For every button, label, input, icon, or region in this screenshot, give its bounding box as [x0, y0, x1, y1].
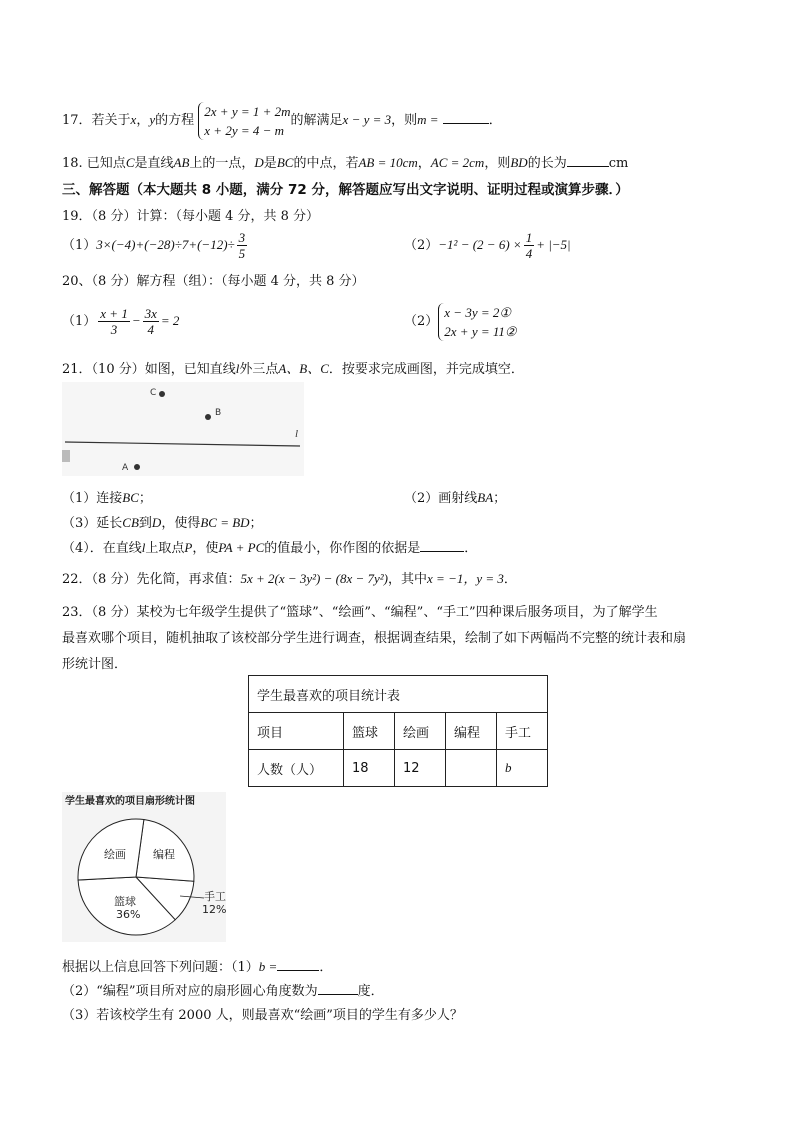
section-3-heading: 三、解答题（本大题共 8 小题，满分 72 分，解答题应写出文字说明、证明过程或演算步骤．） — [62, 182, 629, 198]
q21-s4-text-b: 上取点 — [145, 541, 185, 556]
header-cell: 手工 — [497, 713, 548, 750]
q20-f1-num: x + 1 — [100, 306, 128, 321]
q17-var-y: y — [149, 112, 156, 127]
q18-unit: cm — [608, 156, 629, 171]
q21-step-4 — [62, 537, 477, 556]
q19-p2-label: （2） — [404, 238, 439, 253]
q17-var-x: x — [130, 112, 137, 127]
q17-answer-blank[interactable] — [443, 111, 489, 124]
line-l-label: l — [295, 428, 299, 440]
q21-s2-math: BA — [477, 490, 494, 505]
q20-f2-num: 3x — [144, 306, 157, 321]
q20-fraction-1 — [98, 306, 130, 337]
q17-then: ，则 — [391, 113, 418, 128]
q21-s4-l: l — [141, 540, 146, 555]
q21-title-a: 21．（10 分）如图，已知直线 — [62, 362, 236, 377]
stat-table — [248, 675, 548, 787]
q20-eq1: x − 3y = 2① — [444, 304, 512, 320]
q17-eq2: x + 2y = 4 − m — [204, 122, 285, 138]
q18-text-e: 的中点，若 — [293, 156, 359, 171]
data-cell: 人数（人） — [249, 750, 344, 787]
q23-ask-2 — [62, 980, 384, 999]
q17-sep: ， — [136, 113, 150, 128]
q18-text-h: 的长为 — [527, 156, 567, 171]
q17-cond-pre: 的解满足 — [290, 113, 343, 128]
q21-step-2 — [404, 487, 506, 506]
data-cell — [446, 750, 497, 787]
q21-s3-math1: CB — [122, 515, 139, 530]
q18-answer-blank[interactable] — [567, 154, 609, 167]
q21-s1-text: （1）连接 — [62, 491, 123, 506]
figure-background — [62, 382, 304, 476]
q18-text-d: 是 — [263, 156, 277, 171]
q22-text-b: ，其中 — [388, 572, 428, 587]
q17-condition: x − y = 3 — [342, 112, 392, 127]
q23-line-1: 23．（8 分）某校为七年级学生提供了“篮球”、“绘画”、“编程”、“手工”四种课后服务项目，为了解学生 — [62, 605, 658, 620]
q23-ask-end: ． — [319, 960, 333, 975]
data-cell: 18 — [344, 750, 395, 787]
header-cell: 绘画 — [395, 713, 446, 750]
q20-part-1 — [62, 303, 179, 340]
q21-title — [62, 358, 524, 377]
q21-s4-text: （4）．在直线 — [62, 541, 142, 556]
q21-s4-math: PA + PC — [218, 540, 265, 555]
pie-percent-basketball: 36% — [116, 908, 141, 921]
q18-line-ab: AB — [173, 155, 190, 170]
q18-seg-bd: BD — [510, 155, 528, 170]
pie-label-programming: 编程 — [153, 848, 175, 861]
q21-answer-blank[interactable] — [420, 539, 464, 552]
q18-text-c: 上的一点， — [189, 156, 255, 171]
header-cell: 篮球 — [344, 713, 395, 750]
q20-minus: − — [131, 313, 141, 328]
q20-part-2 — [404, 302, 517, 342]
q20-f1-den: 3 — [110, 322, 118, 337]
q21-s3-text-c: ，使得 — [161, 516, 201, 531]
q23-b-blank[interactable] — [277, 958, 319, 971]
q21-step-1 — [62, 487, 152, 506]
q18-point-d: D — [254, 155, 264, 170]
point-c-label: C — [150, 388, 157, 398]
point-c — [159, 391, 165, 397]
q19-part-1 — [62, 228, 249, 263]
q21-line-l: l — [235, 361, 240, 376]
q23-line-3: 形统计图． — [62, 657, 128, 672]
q17-m-eq: m = — [417, 112, 439, 127]
q19-p2-expr-b: + |−5| — [536, 237, 571, 252]
stat-table-header-row — [249, 713, 548, 750]
q21-step-3 — [62, 512, 263, 531]
q22 — [62, 568, 517, 587]
q22-end: ． — [503, 572, 517, 587]
q17-text-prefix: 17．若关于 — [62, 113, 131, 128]
q21-s1-end: ； — [138, 491, 152, 506]
header-cell: 项目 — [249, 713, 344, 750]
q17-eq1: 2x + y = 1 + 2m — [204, 103, 291, 119]
q17-equation-system — [198, 102, 290, 140]
q21-s3-text: （3）延长 — [62, 516, 123, 531]
q19-p1-fraction — [237, 230, 248, 261]
q23-ask-text: 根据以上信息回答下列问题：（1） — [62, 960, 259, 975]
q21-s3-math2: D — [151, 515, 162, 530]
header-cell: 编程 — [446, 713, 497, 750]
q17 — [62, 100, 502, 140]
q19-p2-expr-a: −1² − (2 − 6) × — [438, 237, 522, 252]
q21-s3-text-b: 到 — [138, 516, 152, 531]
q21-s1-math: BC — [122, 490, 139, 505]
q19-title: 19．（8 分）计算：（每小题 4 分，共 8 分） — [62, 209, 320, 224]
q22-text-a: 22．（8 分）先化简，再求值： — [62, 572, 241, 587]
point-b — [205, 414, 211, 420]
q20-p1-label: （1） — [62, 314, 97, 329]
q21-s4-p: P — [184, 540, 193, 555]
q18-ab-eq: AB = 10cm — [358, 155, 418, 170]
q18 — [62, 154, 628, 173]
stat-table-title-row — [249, 676, 548, 713]
q19-p2-fraction — [524, 230, 535, 261]
q21-title-c: ．按要求完成画图，并完成填空． — [328, 362, 524, 377]
q22-expression: 5x + 2(x − 3y²) − (8x − 7y²) — [240, 571, 389, 586]
pie-title: 学生最喜欢的项目扇形统计图 — [65, 796, 195, 807]
q21-s4-end: ． — [464, 541, 478, 556]
q18-seg-bc: BC — [276, 155, 294, 170]
q18-text-a: 18. 已知点 — [62, 156, 126, 171]
q18-text-g: ，则 — [484, 156, 511, 171]
q19-part-2 — [404, 228, 571, 263]
point-a-label: A — [122, 463, 129, 473]
q19-p1-den: 5 — [238, 246, 246, 261]
q23-line-2: 最喜欢哪个项目，随机抽取了该校部分学生进行调查，根据调查结果，绘制了如下两幅尚不完整的统计表和扇 — [62, 631, 687, 646]
q23-q2-end: 度． — [357, 984, 384, 999]
q23-ask-b: b = — [258, 959, 278, 974]
q18-text-b: 是直线 — [134, 156, 174, 171]
q21-s4-text-c: ，使 — [192, 541, 219, 556]
blurred-mark — [62, 450, 70, 462]
q23-angle-blank[interactable] — [318, 982, 358, 995]
q20-title: 20、（8 分）解方程（组）：（每小题 4 分，共 8 分） — [62, 274, 365, 289]
q17-text-mid: 的方程 — [155, 113, 195, 128]
pie-label-basketball: 篮球 — [114, 895, 136, 908]
q20-rhs: = 2 — [160, 313, 180, 328]
pie-chart — [62, 792, 226, 942]
q22-condition: x = −1，y = 3 — [427, 571, 504, 586]
data-cell: 12 — [395, 750, 446, 787]
point-a — [134, 464, 140, 470]
q23-ask-3: （3）若该校学生有 2000 人，则最喜欢“绘画”项目的学生有多少人？ — [62, 1008, 463, 1023]
q17-end: ． — [488, 113, 502, 128]
q21-s2-end: ； — [493, 491, 507, 506]
q19-p1-num: 3 — [238, 230, 246, 245]
q21-s3-math3: BC = BD — [200, 515, 250, 530]
q19-p2-den: 4 — [525, 246, 533, 261]
q19-p1-expr: 3×(−4)+(−28)÷7+(−12)÷ — [96, 237, 235, 252]
q23-ask-1 — [62, 956, 332, 975]
stat-table-title: 学生最喜欢的项目统计表 — [249, 676, 548, 713]
q18-ac-eq: AC = 2cm — [430, 155, 485, 170]
point-b-label: B — [215, 408, 222, 418]
q18-point-c: C — [125, 155, 135, 170]
q21-points: A、B、C — [278, 361, 329, 376]
q21-s4-text-d: 的值最小，你作图的依据是 — [264, 541, 421, 556]
q19-p2-num: 1 — [525, 230, 533, 245]
q20-f2-den: 4 — [147, 322, 154, 337]
pie-label-handcraft: 手工 — [204, 890, 226, 903]
q21-title-b: 外三点 — [239, 362, 279, 377]
q20-p2-label: （2） — [404, 314, 439, 329]
data-cell: b — [497, 750, 548, 787]
q19-p1-label: （1） — [62, 238, 97, 253]
pie-percent-handcraft: 12% — [202, 903, 226, 916]
q21-s2-text: （2）画射线 — [404, 491, 478, 506]
q20-fraction-2 — [143, 306, 159, 337]
q21-s3-end: ； — [249, 516, 263, 531]
q21-figure — [62, 382, 304, 476]
q23-q2-text: （2）“编程”项目所对应的扇形圆心角度数为 — [62, 984, 318, 999]
q18-text-f: ， — [417, 156, 431, 171]
q20-eq2: 2x + y = 11② — [444, 323, 517, 339]
stat-table-data-row — [249, 750, 548, 787]
q20-equation-system — [438, 303, 516, 341]
pie-label-drawing: 绘画 — [104, 848, 126, 861]
